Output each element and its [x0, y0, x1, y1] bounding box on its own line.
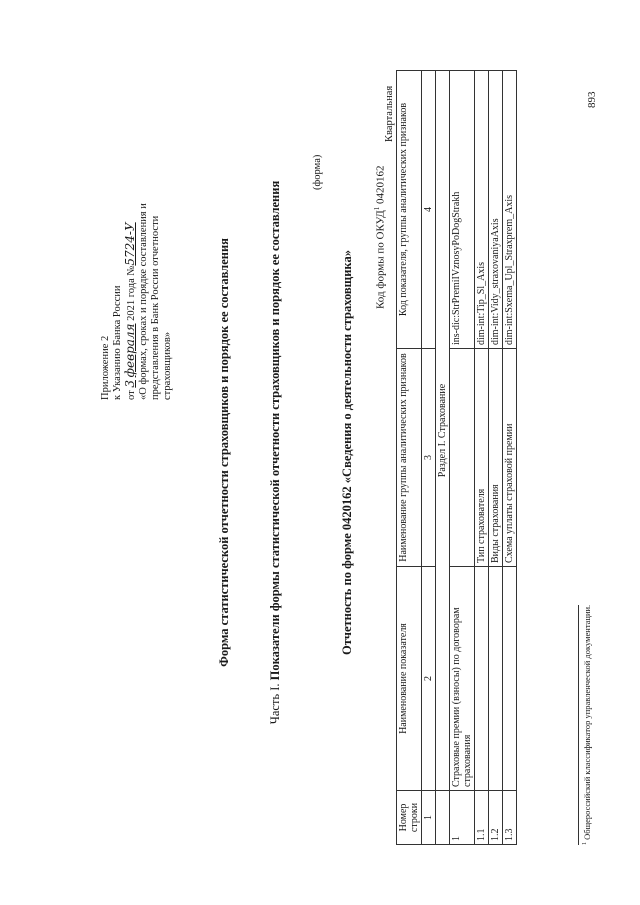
part-prefix: Часть I. — [268, 683, 282, 725]
footnote-divider — [578, 605, 579, 845]
appendix-line-4: «О формах, сроках и порядке составления и — [138, 203, 149, 400]
indicator-name — [475, 567, 489, 791]
group-name: Схема уплаты страховой премии — [503, 349, 517, 567]
group-name — [450, 349, 475, 567]
appendix-line-2: к Указанию Банка России — [112, 285, 123, 400]
footnote-text: Общероссийский классификатор управленческой документации. — [582, 604, 592, 840]
main-title: Форма статистической отчетности страховщиков и порядок ее составления — [217, 238, 231, 667]
order-number: 5724-У — [123, 222, 137, 266]
date-day: 3 — [123, 380, 137, 388]
table-column-numbers-row — [422, 71, 436, 845]
col-number: 2 — [422, 567, 436, 791]
table-row — [450, 71, 475, 845]
appendix-date-line — [124, 170, 138, 400]
row-number: 1.3 — [503, 791, 517, 845]
report-title: Отчетность по форме 0420162 «Сведения о деятельности страховщика» — [340, 250, 354, 655]
table-row — [475, 71, 489, 845]
table-row — [489, 71, 503, 845]
okud-code-line — [373, 165, 387, 309]
footnote — [582, 605, 592, 845]
col-number: 4 — [422, 71, 436, 349]
row-number: 1.2 — [489, 791, 503, 845]
form-label: (форма) — [312, 154, 323, 190]
row-number: 1 — [450, 791, 475, 845]
table-header-row — [397, 71, 422, 845]
header-code: Код показателя, группы аналитических признаков — [397, 71, 422, 349]
table-row — [503, 71, 517, 845]
indicator-name: Страховые премии (взносы) по договорам страхования — [450, 567, 475, 791]
header-group-name: Наименование группы аналитических признаков — [397, 349, 422, 567]
okud-footnote-mark: 1 — [373, 206, 381, 211]
appendix-line-6: страховщиков» — [162, 331, 173, 400]
okud-code: 0420162 — [374, 165, 387, 204]
header-row-number: Номер строки — [397, 791, 422, 845]
row-number: 1.1 — [475, 791, 489, 845]
appendix-line-5: представления в Банк России отчетности — [150, 215, 161, 400]
appendix-block — [100, 170, 174, 400]
indicator-code: dim-int:Tip_Sl_Axis — [475, 71, 489, 349]
indicators-table — [396, 70, 517, 845]
indicator-code: dim-int:Sxema_Upl_Straxprem_Axis — [503, 71, 517, 349]
part-title — [268, 0, 283, 905]
period-label: Квартальная — [384, 85, 395, 142]
section-row — [436, 71, 450, 845]
page-number: 893 — [586, 91, 598, 108]
date-year: 2021 года № — [126, 265, 137, 321]
indicator-name — [503, 567, 517, 791]
group-name: Тип страхователя — [475, 349, 489, 567]
indicator-name — [489, 567, 503, 791]
section-title: Раздел I. Страхование — [436, 71, 450, 791]
part-text: Показатели формы статистической отчетности страховщиков и порядок ее составления — [268, 180, 282, 681]
indicator-code: dim-int:Vidy_straxovaniyaAxis — [489, 71, 503, 349]
indicator-code: ins-dic:StrPremiIVznosyPoDogStrakh — [450, 71, 475, 349]
group-name: Виды страхования — [489, 349, 503, 567]
col-number: 1 — [422, 791, 436, 845]
col-number: 3 — [422, 349, 436, 567]
appendix-line-1: Приложение 2 — [100, 335, 111, 400]
okud-label: Код формы по ОКУД — [374, 210, 387, 309]
date-prefix: от — [126, 390, 137, 400]
footnote-mark: 1 — [582, 842, 589, 845]
date-month: февраля — [123, 323, 137, 378]
header-indicator-name: Наименование показателя — [397, 567, 422, 791]
